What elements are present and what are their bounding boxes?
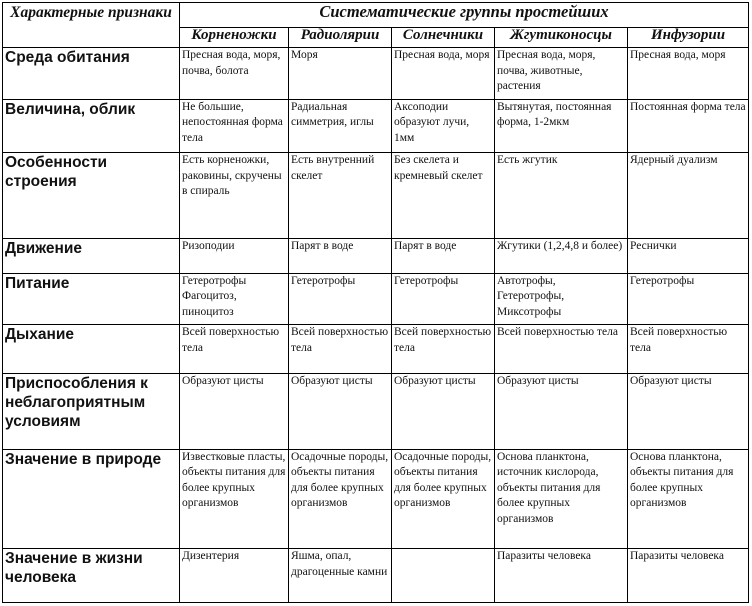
table-cell: Ядерный дуализм (628, 153, 749, 238)
feature-label: Питание (3, 273, 180, 324)
table-cell: Всей поверхностью тела (495, 325, 628, 374)
table-cell: Образуют цисты (392, 374, 495, 449)
table-cell: Пресная вода, моря, почва, животные, растения (495, 48, 628, 99)
table-cell: Всей поверхностью тела (628, 325, 749, 374)
table-cell: Основа планктона, источник кислорода, объекты питания для более крупных организмов (495, 449, 628, 549)
table-cell: Есть внутренний скелет (289, 153, 392, 238)
table-cell: Гетеротрофы (289, 273, 392, 324)
column-header: Корненожки (180, 27, 289, 48)
table-cell: Вытянутая, постоянная форма, 1-2мкм (495, 99, 628, 153)
table-cell: Парят в воде (289, 238, 392, 273)
table-row (3, 325, 749, 374)
table-cell: Яшма, опал, драгоценные камни (289, 549, 392, 603)
table-cell: Паразиты человека (495, 549, 628, 603)
table-cell: Образуют цисты (628, 374, 749, 449)
table-cell: Гетеротрофы (628, 273, 749, 324)
table-row (3, 99, 749, 153)
feature-label: Приспособления к неблагоприятным условиям (3, 374, 180, 449)
table-row (3, 374, 749, 449)
table-cell: Пресная вода, моря (628, 48, 749, 99)
table-cell: Аксоподии образуют лучи, 1мм (392, 99, 495, 153)
table-cell: Реснички (628, 238, 749, 273)
table-row (3, 48, 749, 99)
table-cell: Осадочные породы, объекты питания для более крупных организмов (392, 449, 495, 549)
column-header: Инфузории (628, 27, 749, 48)
protozoa-table (2, 2, 749, 603)
feature-label: Значение в природе (3, 449, 180, 549)
table-cell: Дизентерия (180, 549, 289, 603)
table-cell: Радиальная симметрия, иглы (289, 99, 392, 153)
table-cell: Моря (289, 48, 392, 99)
column-header: Солнечники (392, 27, 495, 48)
table-cell: Всей поверхностью тела (392, 325, 495, 374)
table-cell: Гетеротрофы Фагоцитоз, пиноцитоз (180, 273, 289, 324)
table-cell: Постоянная форма тела (628, 99, 749, 153)
table-row (3, 153, 749, 238)
table-cell: Пресная вода, моря, почва, болота (180, 48, 289, 99)
table-cell: Парят в воде (392, 238, 495, 273)
feature-label: Дыхание (3, 325, 180, 374)
table-cell: Образуют цисты (289, 374, 392, 449)
table-row (3, 549, 749, 603)
column-header: Жгутиконосцы (495, 27, 628, 48)
table-cell: Гетеротрофы (392, 273, 495, 324)
table-body (3, 48, 749, 603)
column-header: Радиолярии (289, 27, 392, 48)
table-cell: Паразиты человека (628, 549, 749, 603)
table-cell: Пресная вода, моря (392, 48, 495, 99)
table-cell: Образуют цисты (495, 374, 628, 449)
table-cell: Жгутики (1,2,4,8 и более) (495, 238, 628, 273)
header-groups-title: Систематические группы простейших (180, 3, 749, 28)
table-cell: Есть жгутик (495, 153, 628, 238)
feature-label: Движение (3, 238, 180, 273)
table-cell: Известковые пласты, объекты питания для более крупных организмов (180, 449, 289, 549)
table-cell: Без скелета и кремневый скелет (392, 153, 495, 238)
table-cell: Не большие, непостоянная форма тела (180, 99, 289, 153)
table-row (3, 238, 749, 273)
table-cell: Всей поверхностью тела (180, 325, 289, 374)
table-row (3, 449, 749, 549)
feature-label: Значение в жизни человека (3, 549, 180, 603)
table-cell: Автотрофы, Гетеротрофы, Миксотрофы (495, 273, 628, 324)
table-cell: Основа планктона, объекты питания для более крупных организмов (628, 449, 749, 549)
feature-label: Особенности строения (3, 153, 180, 238)
table-cell: Образуют цисты (180, 374, 289, 449)
table-cell: Есть корненожки, раковины, скручены в спираль (180, 153, 289, 238)
table-row (3, 273, 749, 324)
table-cell: Осадочные породы, объекты питания для более крупных организмов (289, 449, 392, 549)
feature-label: Среда обитания (3, 48, 180, 99)
table-cell: Всей поверхностью тела (289, 325, 392, 374)
table-cell: Ризоподии (180, 238, 289, 273)
table-cell (392, 549, 495, 603)
header-features: Характерные признаки (3, 3, 180, 48)
feature-label: Величина, облик (3, 99, 180, 153)
